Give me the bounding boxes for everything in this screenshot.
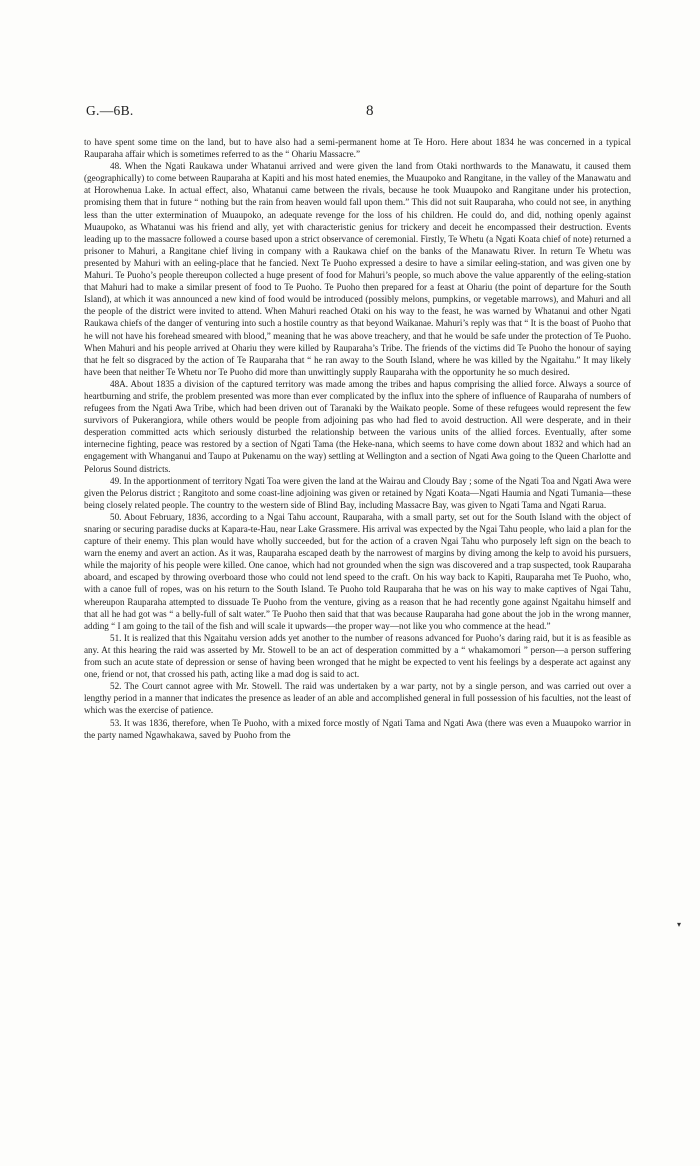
paragraph-48a: 48A. About 1835 a division of the captured territory was made among the tribes and hapus comprising the allied force. Always a source of heartburning and strife, the problem presented was more than ever complicated by the influx into the sphere of influence of Rauparaha of numbers of refugees from the Ngati Awa Tribe, which had been driven out of Taranaki by the Waikato people. Some of these refugees would represent the few survivors of Pukerangiora, while others would be people from adjoining pas who had fled to avoid destruction. All were desperate, and in their desperation committed acts which seriously disturbed the relationship between the various units of the allied forces. Eventually, after some internecine fighting, peace was restored by a section of Ngati Tama (the Heke-nana, which seems to have come down about 1832 and which had an engagement with Whanganui and Taupo at Pukenamu on the way) settling at Wellington and a section of Ngati Awa going to the Queen Charlotte and Pelorus Sound districts. [84, 378, 631, 474]
page-number: 8 [366, 103, 374, 119]
paragraph-52: 52. The Court cannot agree with Mr. Stowell. The raid was undertaken by a war party, not by a single person, and was carried out over a lengthy period in a manner that indicates the presence as leader of an able and accomplished general in full possession of his faculties, not the least of which was the exercise of patience. [84, 681, 631, 716]
paragraph-50: 50. About February, 1836, according to a Ngai Tahu account, Rauparaha, with a small party, set out for the South Island with the object of snaring or securing paradise ducks at Kapara-te-Hau, near Lake Grassmere. His arrival was expected by the Ngai Tahu people, who laid a plan for the capture of their enemy. This plan would have wholly succeeded, but for the action of a craven Ngai Tahu who purposely left sign on the beach to warn the enemy and avert an action. As it was, Rauparaha escaped death by the narrowest of margins by diving among the kelp to avoid his pursuers, while the majority of his people were killed. One canoe, which had not grounded when the sign was discovered and a trap suspected, took Rauparaha aboard, and escaped by throwing overboard those who could not lend speed to the craft. On his way back to Kapiti, Rauparaha met Te Puoho, who, with a canoe full of ropes, was on his return to the South Island. Te Puoho told Rauparaha that he was on his way to make captives of Ngai Tahu, whereupon Rauparaha attempted to dissuade Te Puoho from the venture, giving as a reason that he had recently gone against Ngaitahu himself and that all he had got was “ a belly-full of salt water.” Te Puoho then said that that was because Rauparaha had gone about the job in the wrong manner, adding “ I am going to the tail of the fish and will scale it upwards—the proper way—not like you who commence at the head.” [84, 511, 631, 631]
paragraph-51: 51. It is realized that this Ngaitahu version adds yet another to the number of reasons advanced for Puoho’s daring raid, but it is as feasible as any. At this hearing the raid was asserted by Mr. Stowell to be an act of desperation committed by a “ whakamomori ” person—a person suffering from such an acute state of depression or sense of having been wronged that he might be expected to vent his feelings by a desperate act against any one, friend or not, that crossed his path, acting like a mad dog is said to act. [84, 632, 631, 680]
body-text [84, 136, 631, 741]
paragraph-53: 53. It was 1836, therefore, when Te Puoho, with a mixed force mostly of Ngati Tama and Ngati Awa (there was even a Muaupoko warrior in the party named Ngawhakawa, saved by Puoho from the [84, 717, 631, 740]
paragraph-continuation: to have spent some time on the land, but to have also had a semi-permanent home at Te Horo. Here about 1834 he was concerned in a typical Rauparaha affair which is sometimes referred to as the “ Ohariu Massacre.” [84, 137, 631, 160]
margin-mark: ▾ [677, 920, 682, 929]
paragraph-48: 48. When the Ngati Raukawa under Whatanui arrived and were given the land from Otaki northwards to the Manawatu, it caused them (geographically) to come between Rauparaha at Kapiti and his most hated enemies, the Muaupoko and Rangitane, in the valley of the Manawatu and at Horowhenua Lake. In actual effect, also, Whatanui came between the rivals, because he took Muaupoko and Rangitane under his protection, promising them that in future “ nothing but the rain from heaven would fall upon them.” This did not suit Rauparaha, who could not see, in anything less than the utter extermination of Muaupoko, an adequate revenge for the loss of his children. He could do, and did, nothing openly against Muaupoko, as Whatanui was his friend and ally, yet with characteristic genius for trickery and deceit he encompassed their destruction. Events leading up to the massacre followed a course based upon a strict observance of ceremonial. Firstly, Te Whetu (a Ngati Koata chief of note) returned a prisoner to Mahuri, a Rangitane chief living in company with a Raukawa chief on the banks of the Manawatu River. In return Te Whetu was presented by Mahuri with an eeling-place that he fancied. Next Te Puoho expressed a desire to have a similar eeling-station, and was given one by Mahuri. Te Puoho’s people thereupon collected a huge present of food for Mahuri’s people, so much above the value apparently of the eeling-station that Mahuri had to make a similar present of food to Te Puoho. Te Puoho then prepared for a feast at Ohariu (the point of departure for the South Island), at which it was announced a new kind of food would be introduced (possibly melons, pumpkins, or vegetable marrows), and Mahuri and all the people of the district were invited to attend. When Mahuri reached Otaki on his way to the feast, he was warned by Whatanui and other Ngati Raukawa chiefs of the danger of venturing into such a hostile country as that beyond Waikanae. Mahuri’s reply was that “ It is the boast of Puoho that he will not have his forehead smeared with blood,” meaning that he was above treachery, and that he would be safe under the protection of Te Puoho. When Mahuri and his people arrived at Ohariu they were killed by Rauparaha’s Tribe. The friends of the victims did Te Puoho the honour of saying that he felt so disgraced by the action of Te Rauparaha that “ he ran away to the South Island, where he was killed by the Ngaitahu.” It may likely have been that neither Te Whetu nor Te Puoho did more than unwittingly supply Rauparaha with the opportunity he so much desired. [84, 161, 631, 377]
paragraph-49: 49. In the apportionment of territory Ngati Toa were given the land at the Wairau and Cloudy Bay ; some of the Ngati Toa and Ngati Awa were given the Pelorus district ; Rangitoto and some coast-line adjoining was given or retained by Ngati Koata—Ngati Haumia and Ngati Tumania—these being closely related people. The country to the western side of Blind Bay, including Massacre Bay, was given to Ngati Tama and Ngati Rarua. [84, 475, 631, 510]
page-header [86, 103, 628, 123]
document-reference: G.—6B. [86, 103, 134, 118]
